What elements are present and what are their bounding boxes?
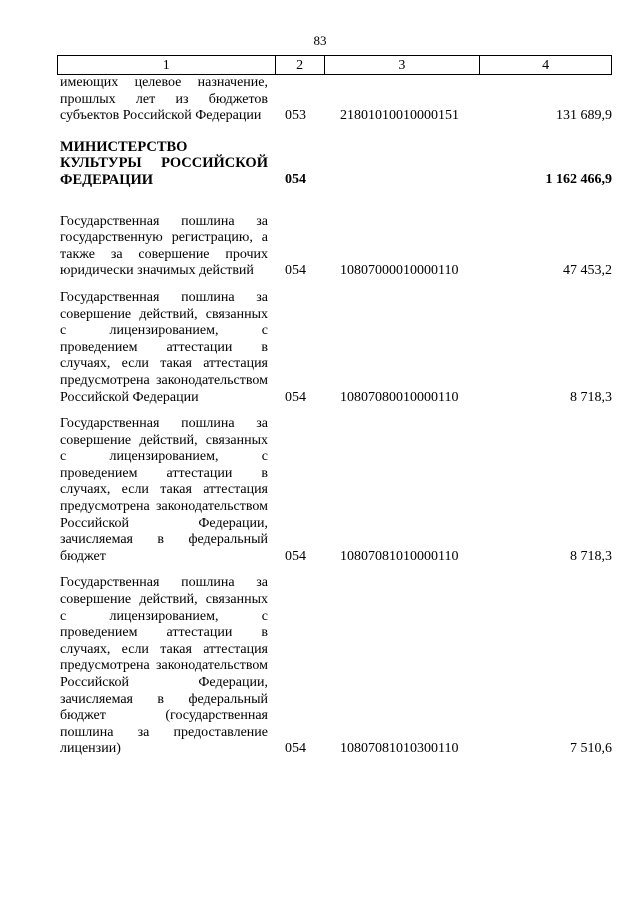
row-code: 054 <box>285 263 306 279</box>
row-name: Государственная пошлина за совершение действий, связанных с лицензированием, с проведением аттестации в случаях, если такая аттестация предусмотрена законодательством Российской Федерации <box>60 289 268 405</box>
table-row <box>57 139 612 189</box>
row-amount: 47 453,2 <box>563 263 612 279</box>
page-number: 83 <box>313 33 327 48</box>
row-amount: 8 718,3 <box>570 548 612 564</box>
header-col-1: 1 <box>58 56 276 74</box>
header-col-4: 4 <box>480 56 612 74</box>
row-name: Государственная пошлина за совершение действий, связанных с лицензированием, с проведением аттестации в случаях, если такая аттестация предусмотрена законодательством Российской Федерации, зачисляемая в федеральный бюджет (государственная пошлина за предоставление лицензии) <box>60 575 268 757</box>
row-amount: 8 718,3 <box>570 389 612 405</box>
row-name: МИНИСТЕРСТВО КУЛЬТУРЫ РОССИЙСКОЙ ФЕДЕРАЦИИ <box>60 138 268 188</box>
row-kbk: 10807081010000110 <box>340 548 459 564</box>
row-code: 054 <box>285 171 306 187</box>
row-code: 054 <box>285 741 306 757</box>
revenue-table <box>57 55 612 758</box>
header-col-3: 3 <box>325 56 481 74</box>
row-amount: 1 162 466,9 <box>545 171 612 187</box>
table-row <box>57 416 612 565</box>
row-kbk: 10807080010000110 <box>340 389 459 405</box>
row-code: 054 <box>285 389 306 405</box>
table-row <box>57 75 612 125</box>
row-name: Государственная пошлина за совершение действий, связанных с лицензированием, с проведением аттестации в случаях, если такая аттестация предусмотрена законодательством Российской Федерации, зачисляемая в федеральный бюджет <box>60 416 268 564</box>
row-kbk: 10807000010000110 <box>340 263 459 279</box>
header-col-2: 2 <box>276 56 325 74</box>
row-code: 054 <box>285 548 306 564</box>
table-row <box>57 214 612 280</box>
table-row <box>57 575 612 758</box>
row-kbk: 21801010010000151 <box>340 108 459 124</box>
row-name: Государственная пошлина за государственную регистрацию, а также за совершение прочих юридически значимых действий <box>60 213 268 279</box>
table-header <box>57 55 612 75</box>
row-amount: 7 510,6 <box>570 741 612 757</box>
row-code: 053 <box>285 108 306 124</box>
row-name: имеющих целевое назначение, прошлых лет из бюджетов субъектов Российской Федерации <box>60 75 268 124</box>
table-row <box>57 290 612 406</box>
row-kbk: 10807081010300110 <box>340 741 459 757</box>
row-amount: 131 689,9 <box>556 108 612 124</box>
